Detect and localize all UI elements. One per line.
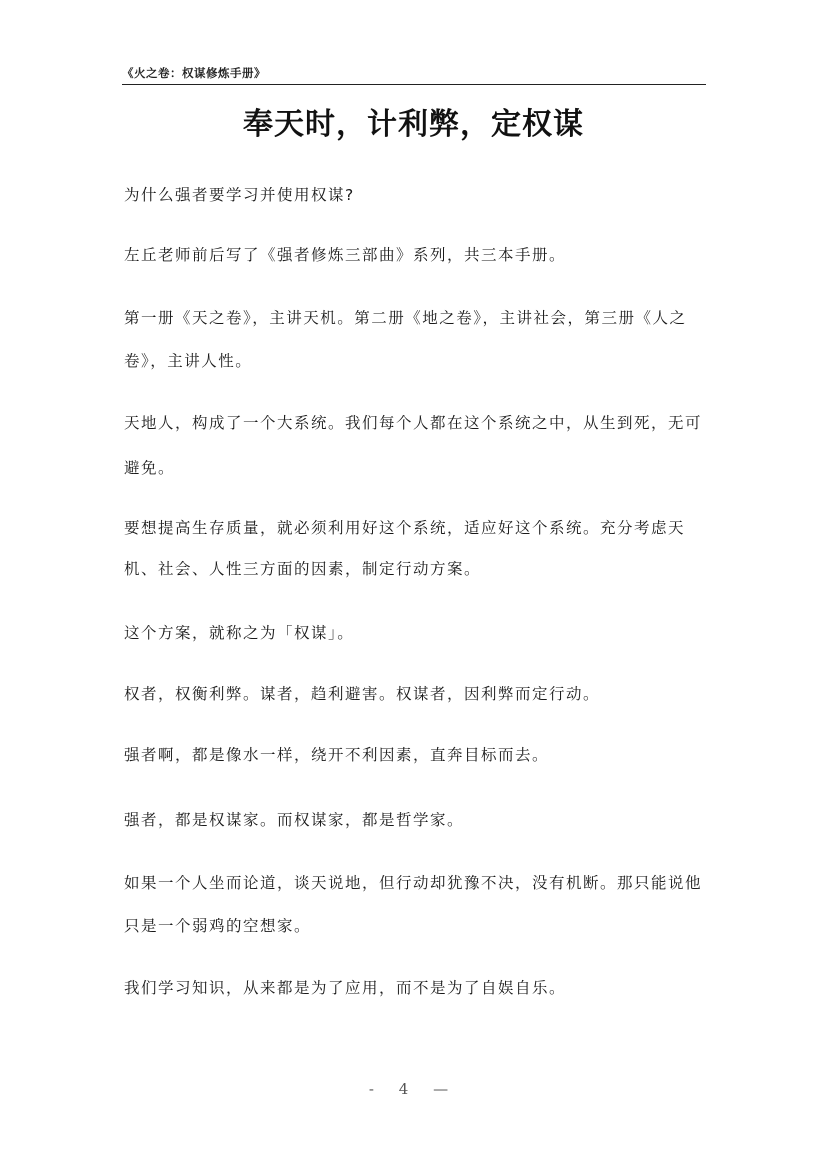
paragraph-line: 这个方案，就称之为「权谋」。 <box>124 624 355 642</box>
paragraph-line: 为什么强者要学习并使用权谋? <box>124 186 355 204</box>
page-title: 奉天时，计利弊，定权谋 <box>243 107 584 142</box>
page-number: - 4 — <box>368 1080 459 1098</box>
paragraph-line: 只是一个弱鸡的空想家。 <box>124 917 312 935</box>
header-title: 《火之卷：权谋修炼手册》 <box>122 66 266 80</box>
paragraph-line: 左丘老师前后写了《强者修炼三部曲》系列，共三本手册。 <box>124 246 567 264</box>
paragraph-line: 权者，权衡利弊。谋者，趋利避害。权谋者，因利弊而定行动。 <box>124 685 601 703</box>
paragraph-line: 机、社会、人性三方面的因素，制定行动方案。 <box>124 560 482 578</box>
paragraph-line: 避免。 <box>124 459 176 477</box>
paragraph-line: 如果一个人坐而论道，谈天说地，但行动却犹豫不决，没有机断。那只能说他 <box>124 874 703 892</box>
paragraph-line: 强者啊，都是像水一样，绕开不利因素，直奔目标而去。 <box>124 746 550 764</box>
paragraph-line: 我们学习知识，从来都是为了应用，而不是为了自娱自乐。 <box>124 979 567 997</box>
paragraph-line: 天地人，构成了一个大系统。我们每个人都在这个系统之中，从生到死，无可 <box>124 414 703 432</box>
paragraph-line: 要想提高生存质量，就必须利用好这个系统，适应好这个系统。充分考虑天 <box>124 519 686 537</box>
page-header <box>122 64 706 85</box>
paragraph-line: 卷》，主讲人性。 <box>124 352 253 370</box>
paragraph-line: 强者，都是权谋家。而权谋家，都是哲学家。 <box>124 811 465 829</box>
paragraph-line: 第一册《天之卷》，主讲天机。第二册《地之卷》，主讲社会，第三册《人之 <box>124 309 687 327</box>
